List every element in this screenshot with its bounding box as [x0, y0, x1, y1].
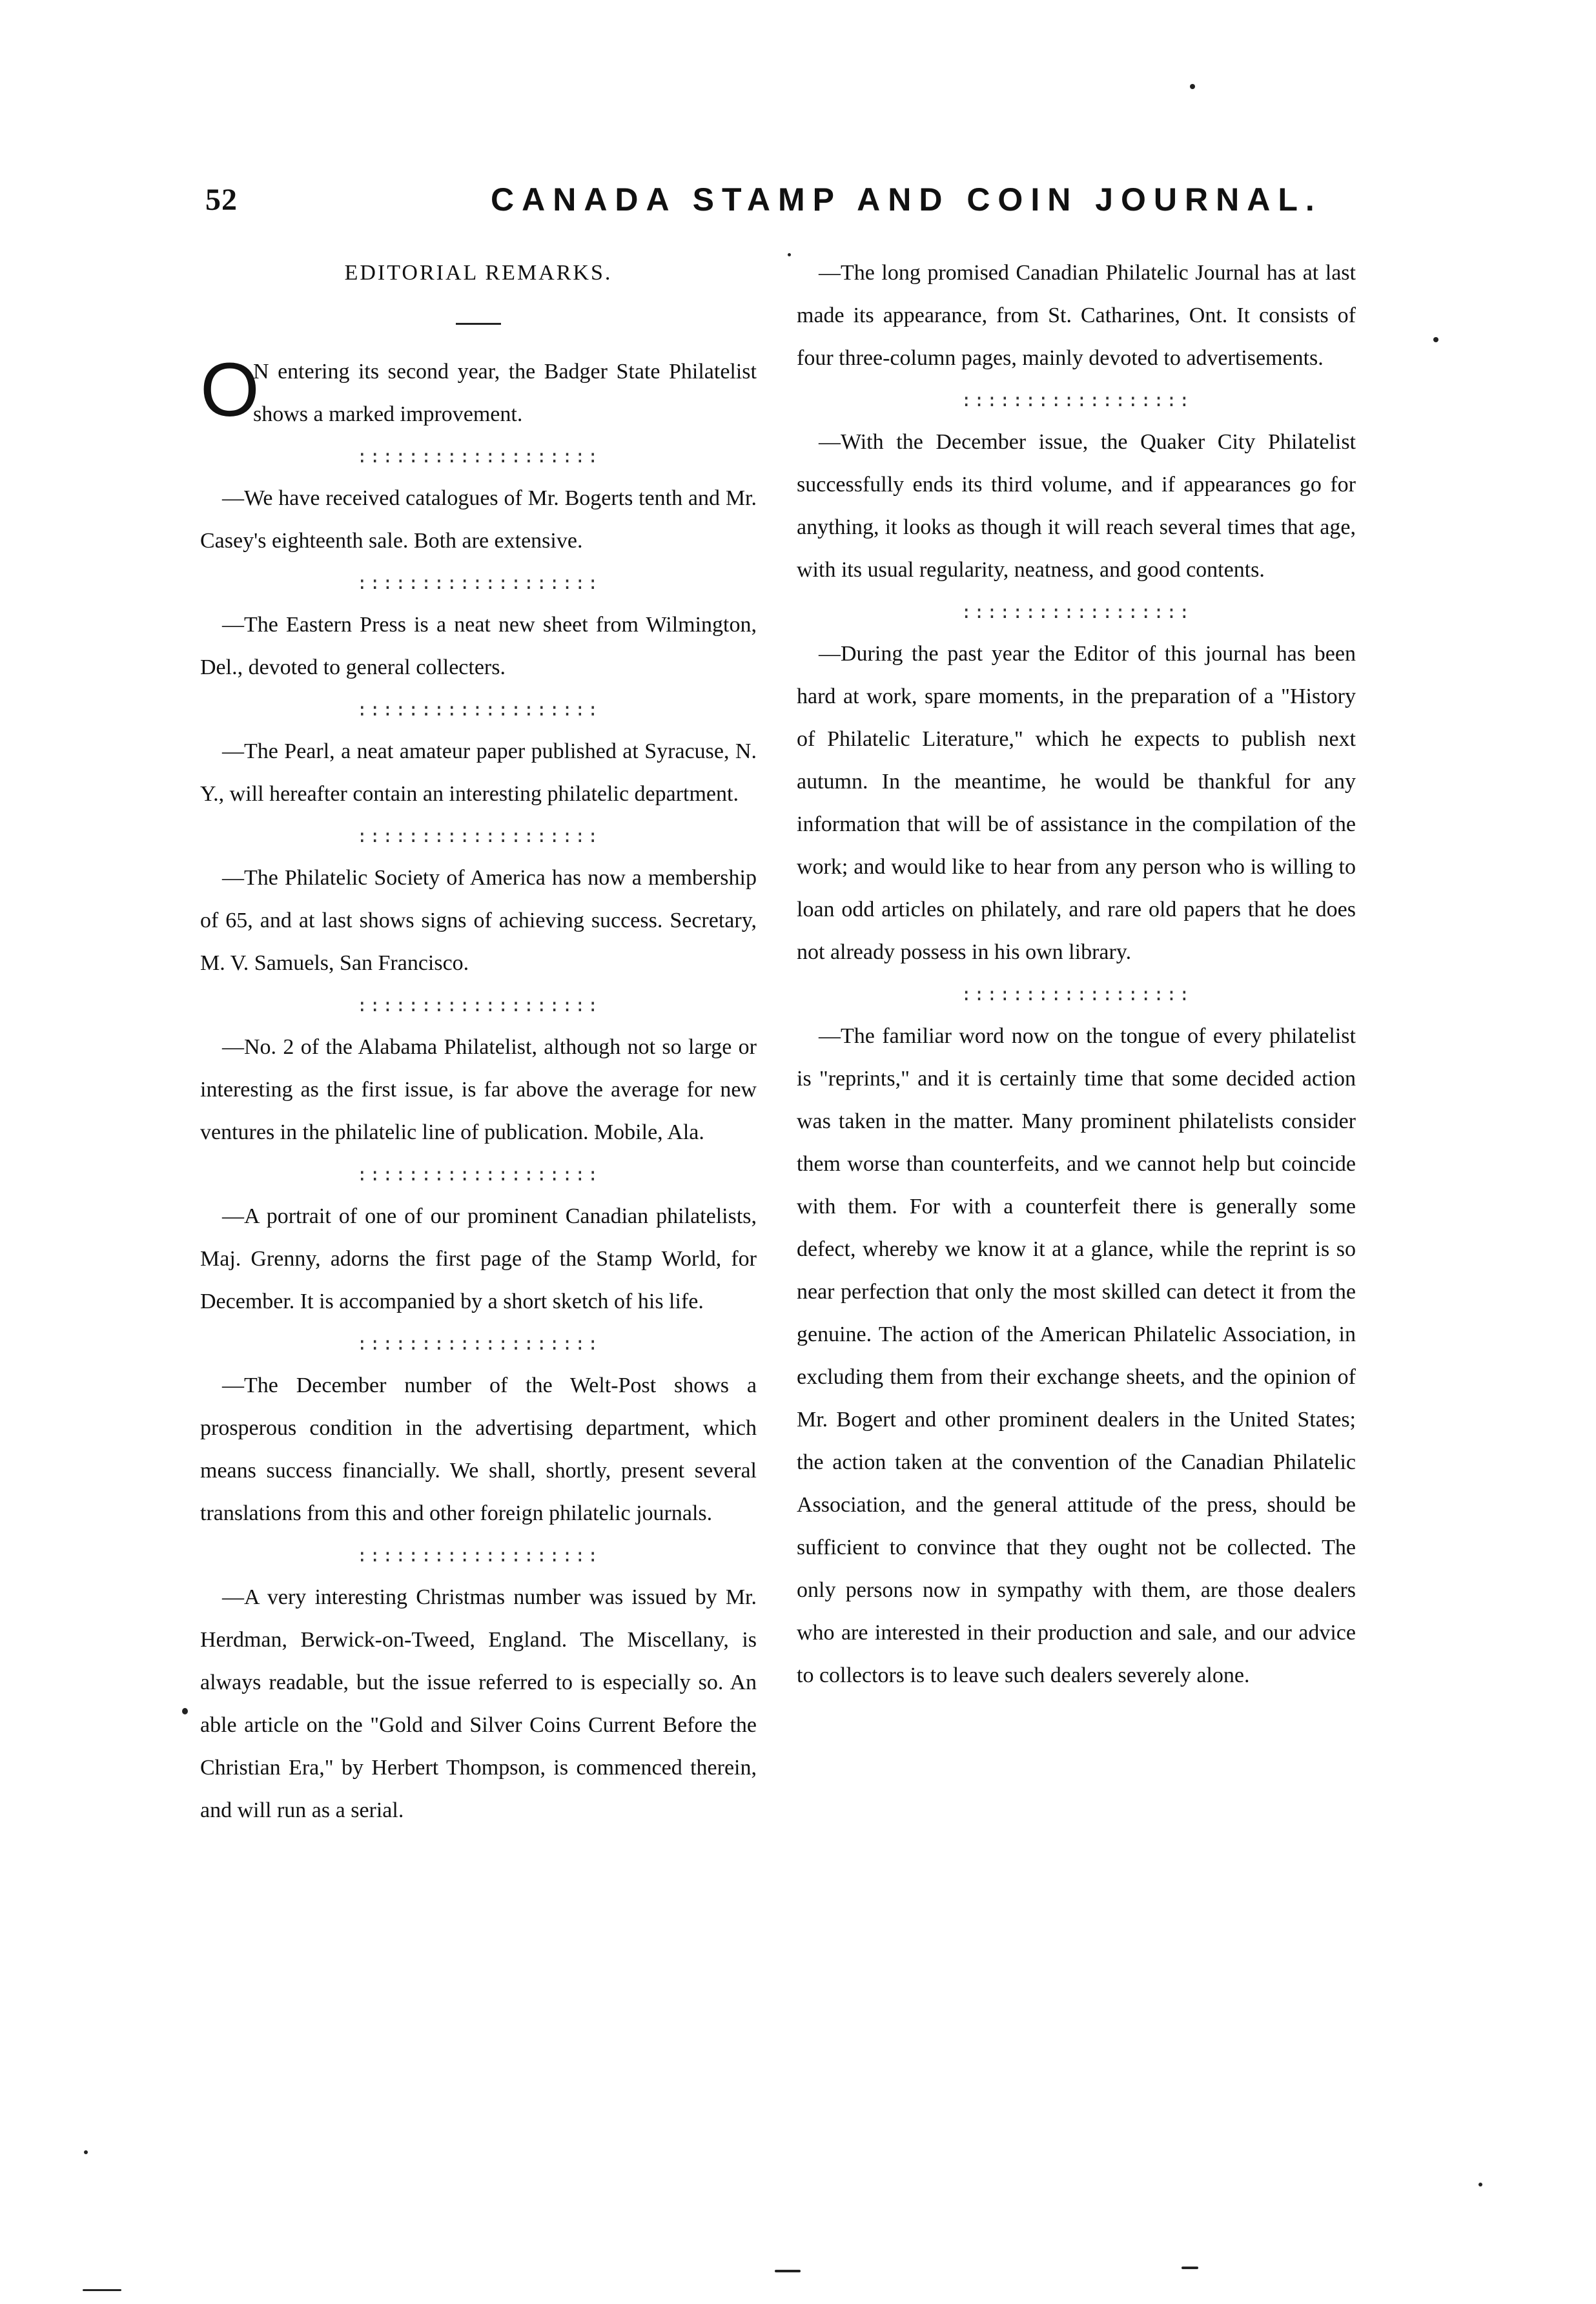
scan-speck	[1182, 2267, 1198, 2269]
title-rule	[456, 323, 501, 325]
left-column	[200, 252, 757, 1832]
dot-separator: ::::::::::::::::::	[961, 389, 1192, 411]
dot-separator: :::::::::::::::::::	[356, 825, 600, 847]
paragraph: —A portrait of one of our prominent Canadian philatelists, Maj. Grenny, adorns the first page of the Stamp World, for December. It is accompanied by a short sketch of his life.	[200, 1204, 757, 1313]
paragraph: —The Pearl, a neat amateur paper published at Syracuse, N. Y., will hereafter contain an interesting philatelic department.	[200, 739, 757, 806]
scan-speck	[84, 2150, 88, 2154]
drop-cap: O	[200, 347, 260, 433]
paragraph: —With the December issue, the Quaker City Philatelist successfully ends its third volume, and if appearances go for anything, it looks as though it will reach several times that age, with its usual regularity, neatness, and good contents.	[797, 430, 1356, 582]
paragraph: —The familiar word now on the tongue of every philatelist is "reprints," and it is certainly time that some decided action was taken in the matter. Many prominent philatelists consider them worse than counterfeits, and we cannot help but coincide with them. For with a counterfeit there is generally some defect, whereby we know it at a glance, while the reprint is so near perfection that only the most skilled can detect it from the genuine. The action of the American Philatelic Association, in excluding them from their exchange sheets, and the opinion of Mr. Bogert and other prominent dealers in the United States; the action taken at the convention of the Canadian Philatelic Association, and the general attitude of the press, should be sufficient to convince that they ought not be collected. The only persons now in sympathy with them, are those dealers who are interested in their production and sale, and our advice to collectors is to leave such dealers severely alone.	[797, 1024, 1356, 1687]
dot-separator: :::::::::::::::::::	[356, 572, 600, 593]
dot-separator: :::::::::::::::::::	[356, 994, 600, 1016]
dot-separator: ::::::::::::::::::	[961, 601, 1192, 622]
opening-paragraph	[200, 347, 757, 436]
paragraph: —During the past year the Editor of this journal has been hard at work, spare moments, in the preparation of a "History of Philatelic Literature," which he expects to publish next autumn. In the meantime, he would be thankful for any information that will be of assistance in the compilation of the work; and would like to hear from any person who is willing to loan odd articles on philately, and rare old papers that he does not already possess in his own library.	[797, 642, 1356, 964]
paragraph: —We have received catalogues of Mr. Bogerts tenth and Mr. Casey's eighteenth sale. Both are extensive.	[200, 486, 757, 553]
paragraph: —A very interesting Christmas number was issued by Mr. Herdman, Berwick-on-Tweed, England. The Miscellany, is always readable, but the issue referred to is especially so. An able article on the "Gold and Silver Coins Current Before the Christian Era," by Herbert Thompson, is commenced therein, and will run as a serial.	[200, 1585, 757, 1822]
scan-speck	[83, 2289, 121, 2291]
dot-separator: ::::::::::::::::::	[961, 983, 1192, 1005]
dot-separator: :::::::::::::::::::	[356, 1545, 600, 1566]
scan-speck	[775, 2270, 801, 2272]
right-column	[797, 252, 1356, 1697]
scan-speck	[1433, 337, 1438, 342]
paragraph: —The Philatelic Society of America has now a membership of 65, and at last shows signs of achieving success. Secretary, M. V. Samuels, San Francisco.	[200, 866, 757, 975]
section-title: EDITORIAL REMARKS.	[344, 261, 613, 285]
running-head: CANADA STAMP AND COIN JOURNAL.	[491, 181, 1322, 218]
dot-separator: :::::::::::::::::::	[356, 446, 600, 467]
paragraph: —The long promised Canadian Philatelic Journal has at last made its appearance, from St. Catharines, Ont. It consists of four three-column pages, mainly devoted to advertisements.	[797, 261, 1356, 370]
page-number: 52	[205, 183, 238, 217]
paragraph: —The Eastern Press is a neat new sheet from Wilmington, Del., devoted to general collecters.	[200, 613, 757, 679]
paragraph: —No. 2 of the Alabama Philatelist, although not so large or interesting as the first issue, is far above the average for new ventures in the philatelic line of publication. Mobile, Ala.	[200, 1035, 757, 1144]
scan-speck	[182, 1708, 188, 1714]
scan-speck	[1478, 2183, 1482, 2186]
opening-paragraph-text: N entering its second year, the Badger State Philatelist shows a marked improvement.	[253, 360, 757, 426]
dot-separator: :::::::::::::::::::	[356, 699, 600, 720]
scan-speck	[788, 253, 791, 256]
dot-separator: :::::::::::::::::::	[356, 1333, 600, 1354]
scan-speck	[1190, 84, 1195, 89]
dot-separator: :::::::::::::::::::	[356, 1164, 600, 1185]
paragraph: —The December number of the Welt-Post shows a prosperous condition in the advertising department, which means success financially. We shall, shortly, present several translations from this and other foreign philatelic journals.	[200, 1373, 757, 1525]
